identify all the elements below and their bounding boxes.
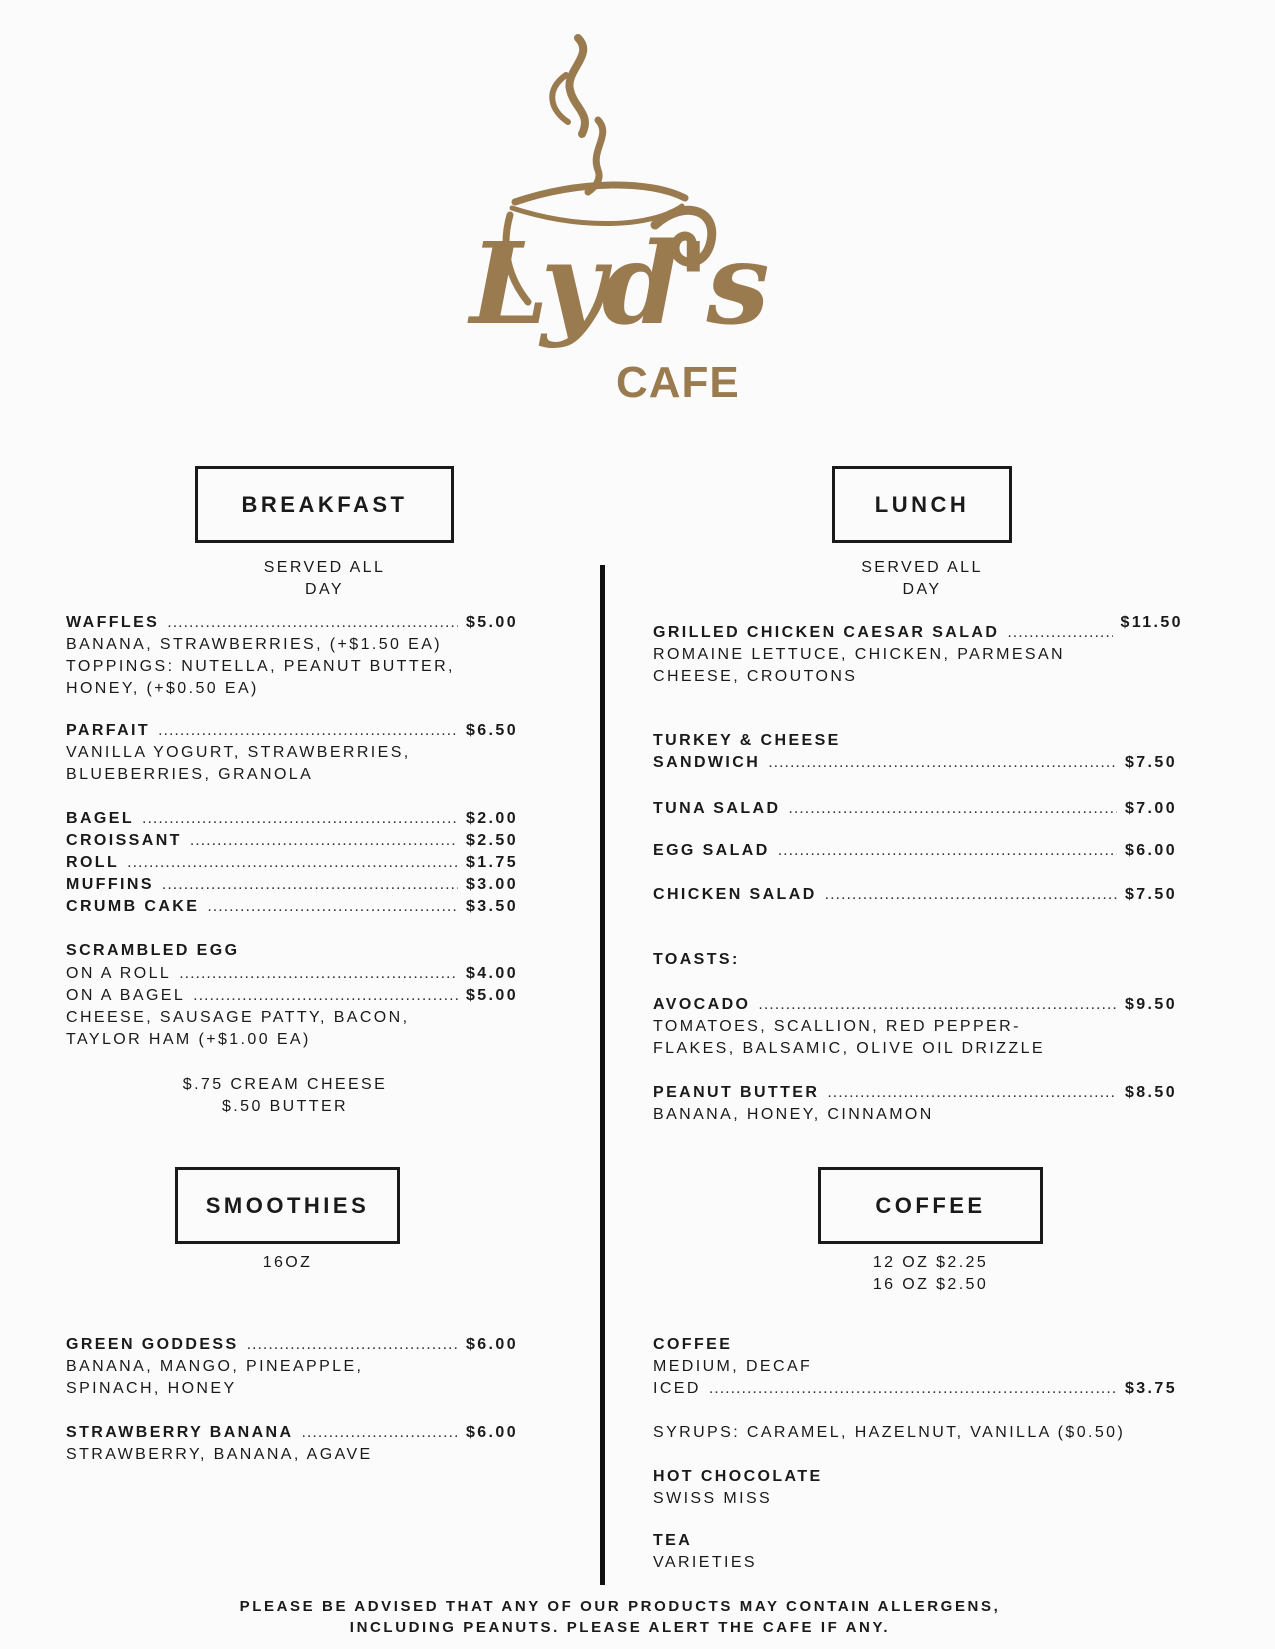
item-description: BANANA, STRAWBERRIES, (+$1.50 EA) TOPPINGS: NUTELLA, PEANUT BUTTER, HONEY, (+$0.50 EA) bbox=[66, 636, 455, 697]
scrambled-option-bagel: ON A BAGEL ..... $5.00 bbox=[66, 985, 518, 1007]
item-description: CHEESE, SAUSAGE PATTY, BACON, TAYLOR HAM (+$1.00 EA) bbox=[66, 1009, 410, 1048]
menu-item-hot-chocolate: HOT CHOCOLATE bbox=[653, 1468, 823, 1485]
coffee-heading: COFFEE bbox=[818, 1167, 1043, 1244]
breakfast-extras: $.75 CREAM CHEESE $.50 BUTTER bbox=[182, 1076, 388, 1115]
menu-item-scrambled-egg: SCRAMBLED EGG bbox=[66, 942, 240, 959]
allergen-notice: PLEASE BE ADVISED THAT ANY OF OUR PRODUCTS MAY CONTAIN ALLERGENS, INCLUDING PEANUTS. PLEASE ALERT THE CAFE IF ANY. bbox=[239, 1598, 1001, 1636]
menu-item-chicken-salad: CHICKEN SALAD ..... $7.50 bbox=[653, 884, 1177, 906]
menu-item-avocado-toast: AVOCADO ..... $9.50 bbox=[653, 994, 1177, 1016]
menu-item-muffins: MUFFINS ..... $3.00 bbox=[66, 874, 518, 896]
menu-item-tea: TEA bbox=[653, 1532, 693, 1549]
toasts-heading: TOASTS: bbox=[653, 951, 740, 968]
menu-item-egg-salad: EGG SALAD ..... $6.00 bbox=[653, 840, 1177, 862]
scrambled-option-roll: ON A ROLL ..... $4.00 bbox=[66, 963, 518, 985]
breakfast-heading: BREAKFAST bbox=[195, 466, 454, 543]
coffee-sizes: 12 OZ $2.25 16 OZ $2.50 bbox=[872, 1254, 989, 1293]
menu-item-green-goddess: GREEN GODDESS ..... $6.00 bbox=[66, 1334, 518, 1356]
logo-word: CAFE bbox=[616, 358, 740, 407]
menu-item-grilled-chicken-caesar: GRILLED CHICKEN CAESAR SALAD ..... $11.50 bbox=[653, 622, 1183, 644]
menu-item-crumb-cake: CRUMB CAKE ..... $3.50 bbox=[66, 896, 518, 918]
menu-item-waffles: WAFFLES ..... $5.00 bbox=[66, 612, 518, 634]
menu-item-coffee: COFFEE bbox=[653, 1336, 733, 1353]
item-description: SWISS MISS bbox=[653, 1490, 773, 1507]
menu-item-bagel: BAGEL ..... $2.00 bbox=[66, 808, 518, 830]
menu-item-croissant: CROISSANT ..... $2.50 bbox=[66, 830, 518, 852]
menu-item-turkey-sandwich: SANDWICH ..... $7.50 bbox=[653, 752, 1177, 774]
logo-script: Lyd's bbox=[470, 219, 766, 350]
lunch-note: SERVED ALL DAY bbox=[861, 559, 983, 598]
menu-item-parfait: PARFAIT ..... $6.50 bbox=[66, 720, 518, 742]
cafe-logo bbox=[470, 30, 810, 430]
column-divider bbox=[600, 565, 605, 1585]
item-description: BANANA, HONEY, CINNAMON bbox=[653, 1106, 934, 1123]
menu-item-strawberry-banana: STRAWBERRY BANANA ..... $6.00 bbox=[66, 1422, 518, 1444]
smoothies-heading: SMOOTHIES bbox=[175, 1167, 400, 1244]
menu-item-iced-coffee: ICED ..... $3.75 bbox=[653, 1378, 1177, 1400]
item-description: VARIETIES bbox=[653, 1554, 757, 1571]
lunch-heading: LUNCH bbox=[832, 466, 1012, 543]
item-description: VANILLA YOGURT, STRAWBERRIES, BLUEBERRIES, GRANOLA bbox=[66, 744, 411, 783]
item-description: ROMAINE LETTUCE, CHICKEN, PARMESAN CHEESE, CROUTONS bbox=[653, 646, 1066, 685]
breakfast-note: SERVED ALL DAY bbox=[263, 559, 386, 598]
menu-item-turkey-cheese: TURKEY & CHEESE bbox=[653, 732, 841, 749]
item-description: STRAWBERRY, BANANA, AGAVE bbox=[66, 1446, 373, 1463]
item-description: BANANA, MANGO, PINEAPPLE, SPINACH, HONEY bbox=[66, 1358, 364, 1397]
menu-item-peanut-butter-toast: PEANUT BUTTER ..... $8.50 bbox=[653, 1082, 1177, 1104]
menu-item-tuna-salad: TUNA SALAD ..... $7.00 bbox=[653, 798, 1177, 820]
item-description: MEDIUM, DECAF bbox=[653, 1358, 813, 1375]
syrups-note: SYRUPS: CARAMEL, HAZELNUT, VANILLA ($0.50) bbox=[653, 1424, 1126, 1441]
item-description: TOMATOES, SCALLION, RED PEPPER- FLAKES, BALSAMIC, OLIVE OIL DRIZZLE bbox=[653, 1018, 1045, 1057]
smoothies-note: 16OZ bbox=[262, 1254, 313, 1271]
menu-item-roll: ROLL ..... $1.75 bbox=[66, 852, 518, 874]
